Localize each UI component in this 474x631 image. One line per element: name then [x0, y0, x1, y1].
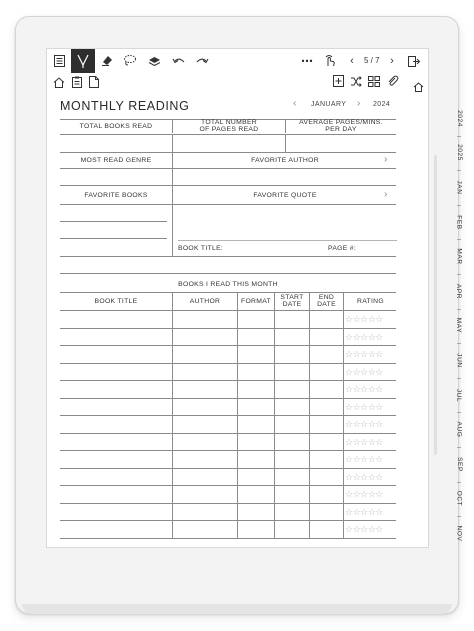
books-section-title: BOOKS I READ THIS MONTH	[178, 281, 278, 288]
side-tab-jan[interactable]	[452, 170, 466, 205]
divider	[60, 152, 396, 153]
month-prev-icon[interactable]: ‹	[293, 98, 297, 109]
side-tab-label: APR	[455, 283, 463, 299]
year-label: 2024	[373, 101, 391, 108]
favorite-books-label: FAVORITE BOOKS	[84, 192, 148, 199]
rating-stars[interactable]: ☆☆☆☆☆	[345, 471, 383, 482]
side-tab-aug[interactable]	[452, 412, 466, 447]
favorite-author-label: FAVORITE AUTHOR	[251, 157, 319, 164]
side-tab-apr[interactable]	[452, 274, 466, 309]
divider	[60, 185, 396, 186]
side-tab-label: FEB	[455, 214, 463, 230]
col-start-date-line2: DATE	[282, 301, 302, 308]
previous-page-icon[interactable]: ‹	[350, 54, 354, 67]
clipboard-icon[interactable]	[70, 75, 84, 89]
side-tab-label: JUN	[455, 353, 463, 368]
divider	[172, 185, 173, 256]
col-format: FORMAT	[241, 298, 271, 305]
divider	[172, 119, 173, 133]
document-icon[interactable]	[87, 75, 101, 89]
month-next-icon[interactable]: ›	[357, 98, 361, 109]
pen-tool-icon[interactable]	[71, 49, 95, 73]
divider	[60, 168, 396, 169]
favorite-quote-label: FAVORITE QUOTE	[253, 192, 317, 199]
favorite-quote-arrow-icon[interactable]: ›	[384, 189, 388, 200]
side-tab-oct[interactable]	[452, 482, 466, 517]
rating-stars[interactable]: ☆☆☆☆☆	[345, 524, 383, 534]
rating-stars[interactable]: ☆☆☆☆☆	[345, 331, 383, 342]
month-label: JANUARY	[311, 101, 347, 108]
divider	[60, 292, 396, 293]
divider	[285, 119, 286, 133]
side-tab-label: SEP	[455, 456, 463, 472]
rating-stars[interactable]: ☆☆☆☆☆	[345, 489, 383, 499]
side-tab-divider	[457, 412, 461, 413]
col-start-date	[275, 294, 309, 308]
side-tab-divider	[457, 136, 461, 137]
rating-stars[interactable]: ☆☆☆☆☆	[345, 454, 383, 464]
shuffle-icon[interactable]	[349, 74, 363, 88]
side-tab-label: OCT	[455, 491, 463, 507]
more-options-icon[interactable]: ⋯	[301, 54, 313, 68]
side-tab-nov[interactable]	[452, 516, 466, 551]
rating-stars[interactable]: ☆☆☆☆☆	[345, 314, 383, 324]
side-tab-label: JUL	[455, 388, 463, 402]
average-pages-label	[285, 119, 397, 133]
rating-stars[interactable]: ☆☆☆☆☆	[345, 401, 383, 412]
side-tab-divider	[457, 205, 461, 206]
side-tab-jul[interactable]	[452, 378, 466, 413]
rating-stars[interactable]: ☆☆☆☆☆	[345, 384, 383, 394]
side-tab-feb[interactable]	[452, 205, 466, 240]
divider	[178, 240, 397, 241]
side-tab-divider	[457, 343, 461, 344]
side-tab-label: NOV	[455, 525, 463, 542]
side-tab-divider	[457, 239, 461, 240]
divider	[60, 134, 396, 135]
eraser-icon[interactable]	[100, 53, 114, 67]
divider	[60, 256, 396, 257]
side-tab-divider	[457, 516, 461, 517]
most-read-genre-label: MOST READ GENRE	[80, 157, 152, 164]
exit-document-icon[interactable]	[407, 54, 421, 68]
page-title: MONTHLY READING	[60, 99, 190, 113]
col-end-date-line1: END	[318, 294, 335, 301]
attachment-icon[interactable]	[386, 74, 400, 88]
rating-stars[interactable]: ☆☆☆☆☆	[345, 349, 383, 359]
col-rating: RATING	[357, 298, 384, 305]
side-tab-sep[interactable]	[452, 447, 466, 482]
side-tab-label: 2024	[455, 109, 463, 127]
favorite-author-arrow-icon[interactable]: ›	[384, 154, 388, 165]
rating-stars[interactable]: ☆☆☆☆☆	[345, 436, 383, 447]
divider	[60, 221, 167, 222]
tablet-bottom-bezel	[22, 604, 452, 614]
page-indicator: 5 / 7	[364, 56, 380, 65]
average-pages-line1: AVERAGE PAGES/MINS.	[299, 119, 383, 126]
side-tab-divider	[457, 170, 461, 171]
col-start-date-line1: START	[280, 294, 304, 301]
touch-gesture-icon[interactable]	[323, 53, 337, 67]
col-author: AUTHOR	[189, 298, 221, 305]
average-pages-line2: PER DAY	[325, 126, 357, 133]
col-end-date	[310, 294, 343, 308]
home-icon[interactable]	[52, 75, 66, 89]
rating-stars[interactable]: ☆☆☆☆☆	[345, 366, 383, 377]
side-slider-rail	[434, 155, 437, 455]
side-tab-2024[interactable]	[452, 101, 466, 136]
quote-book-title-label: BOOK TITLE:	[178, 245, 224, 252]
menu-icon[interactable]	[52, 54, 66, 68]
redo-icon[interactable]	[195, 54, 209, 68]
col-end-date-line2: DATE	[317, 301, 336, 308]
divider	[285, 134, 286, 152]
side-tab-divider	[457, 309, 461, 310]
total-pages-label	[173, 119, 285, 133]
layers-icon[interactable]	[147, 54, 161, 68]
quote-page-label: PAGE #:	[328, 245, 357, 252]
tablet-screen	[46, 48, 463, 548]
divider	[60, 273, 396, 274]
lasso-select-icon[interactable]	[122, 53, 136, 67]
total-pages-line1: TOTAL NUMBER	[201, 119, 257, 126]
total-pages-line2: OF PAGES READ	[199, 126, 259, 133]
rating-stars[interactable]: ☆☆☆☆☆	[345, 419, 383, 429]
row-divider	[60, 538, 396, 539]
total-books-read-label: TOTAL BOOKS READ	[79, 123, 153, 130]
col-book-title: BOOK TITLE	[94, 298, 138, 305]
side-tab-divider	[457, 378, 461, 379]
side-tab-divider	[457, 482, 461, 483]
side-home-icon[interactable]	[411, 80, 425, 94]
add-page-icon[interactable]	[331, 74, 345, 88]
side-tab-jun[interactable]	[452, 343, 466, 378]
divider	[60, 238, 167, 239]
side-tab-2025[interactable]	[452, 136, 466, 171]
next-page-icon[interactable]: ›	[390, 54, 394, 67]
side-tab-may[interactable]	[452, 309, 466, 344]
side-tab-divider	[457, 447, 461, 448]
undo-icon[interactable]	[171, 54, 185, 68]
rating-stars[interactable]: ☆☆☆☆☆	[345, 506, 383, 517]
side-tab-label: MAY	[455, 318, 463, 334]
side-tab-divider	[457, 274, 461, 275]
side-tab-label: JAN	[455, 180, 463, 195]
divider	[172, 134, 173, 152]
divider	[60, 204, 396, 205]
side-tab-label: AUG	[455, 421, 463, 438]
side-tab-label: MAR	[455, 248, 463, 265]
side-tab-label: 2025	[455, 144, 463, 162]
page-grid-icon[interactable]	[367, 74, 381, 88]
side-tab-mar[interactable]	[452, 239, 466, 274]
